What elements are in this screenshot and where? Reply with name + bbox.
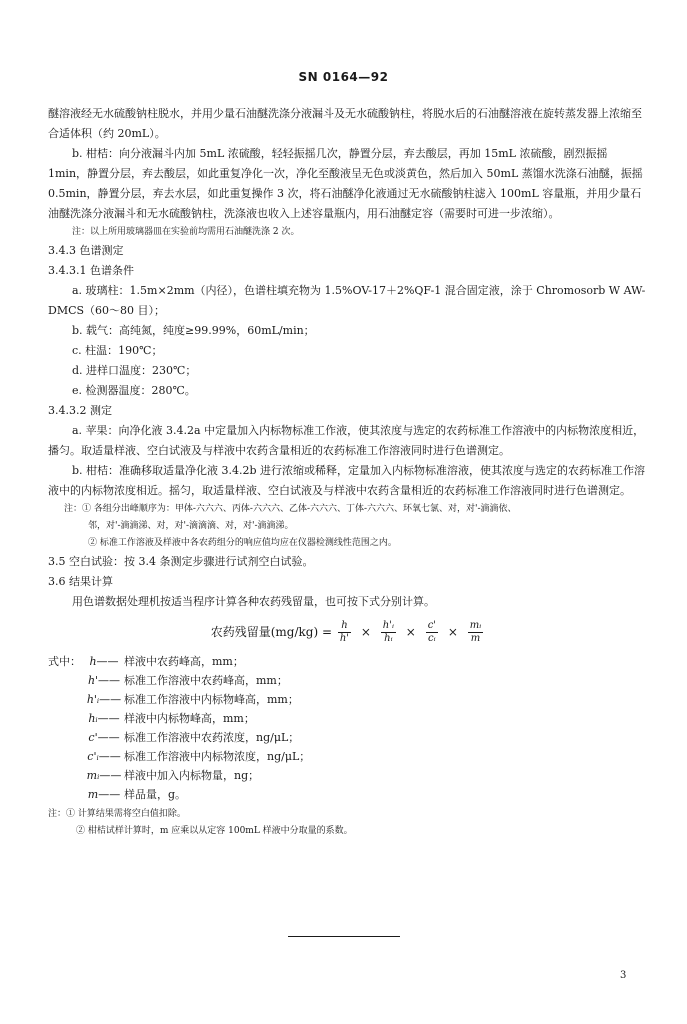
- times-sign: ×: [360, 625, 371, 639]
- fraction-h: [338, 620, 351, 645]
- document-body: [48, 104, 648, 840]
- variable-symbol: h'——: [87, 674, 121, 687]
- variable-description: 样品量，g。: [124, 788, 187, 801]
- condition-column: a. 玻璃柱：1.5m×2mm（内径），色谱柱填充物为 1.5%OV-17＋2%QF-1 混合固定液，涂于 Chromosorb W AW-DMCS（60～80 目）；: [48, 284, 646, 317]
- variable-row: [48, 785, 648, 804]
- variable-symbol: c'——: [88, 731, 120, 744]
- variable-symbol: c'ᵢ——: [87, 750, 121, 763]
- paragraph-citrus-cleanup: b. 柑桔：向分液漏斗内加 5mL 浓硫酸，轻轻振摇几次，静置分层，弃去酸层，再加 15mL 浓硫酸，剧烈振摇 1min，静置分层，弃去酸层，如此重复净化一次，净化至酸液呈无色或淡黄色，然后加入 50mL 蒸馏水洗涤石油醚，振摇 0.5min，静置分层，弃去水层，如此重复操作 3 次，将石油醚净化液通过无水硫酸钠柱滤入 100mL 容量瓶，并用少量石油醚洗涤分液漏斗和无水硫酸钠柱，洗涤液也收入上述容量瓶内，用石油醚定容（需要时可进一步浓缩）。: [48, 147, 643, 220]
- section-3-6: 3.6 结果计算: [48, 575, 113, 588]
- heading-3-4-3: 3.4.3 色谱测定: [48, 244, 124, 257]
- condition-detector-temp: e. 检测器温度：280℃。: [72, 384, 196, 397]
- measure-citrus: b. 柑桔：准确移取适量净化液 3.4.2b 进行浓缩或稀释，定量加入内标物标准溶液，使其浓度与选定的农药标准工作溶液中的内标物浓度相近。摇匀，取适量样液、空白试液及与样液中农药含量相近的农药标准工作溶液同时进行色谱测定。: [48, 464, 646, 497]
- variable-description: 样液中农药峰高，mm；: [124, 655, 244, 668]
- note-citrus-factor: ② 柑桔试样计算时，m 应乘以从定容 100mL 样液中分取量的系数。: [76, 826, 353, 836]
- variable-lead: [48, 785, 84, 804]
- times-sign: ×: [447, 625, 458, 639]
- variable-lead: [48, 671, 84, 690]
- variable-symbol: h——: [89, 655, 119, 668]
- measure-apple: a. 苹果：向净化液 3.4.2a 中定量加入内标物标准工作液，使其浓度与选定的农药标准工作溶液中的内标物浓度相近，播匀。取适量样液、空白试液及与样液中农药含量相近的农药标准工作溶液同时进行色谱测定。: [48, 424, 645, 457]
- residue-formula: [48, 618, 648, 646]
- heading-3-4-3-2: 3.4.3.2 测定: [48, 404, 112, 417]
- variable-description: 标准工作溶液中农药浓度，ng/μL；: [124, 731, 300, 744]
- heading-3-4-3-1: 3.4.3.1 色谱条件: [48, 264, 134, 277]
- page-number: 3: [620, 970, 627, 981]
- standard-header: SN 0164—92: [298, 70, 389, 84]
- fraction-m: [468, 620, 484, 645]
- variable-description: 标准工作溶液中内标物浓度，ng/μL；: [124, 750, 311, 763]
- formula-lhs: 农药残留量(mg/kg) =: [210, 625, 333, 639]
- note-calculation: [48, 806, 648, 840]
- fraction-hi: [381, 620, 396, 645]
- numerator: mᵢ: [469, 620, 482, 631]
- note-linear-range: ② 标准工作溶液及样液中各农药组分的响应值均应在仪器检测线性范围之内。: [88, 538, 397, 548]
- times-sign: ×: [405, 625, 416, 639]
- fraction-c: [426, 620, 438, 645]
- section-3-5: 3.5 空白试验：按 3.4 条测定步骤进行试剂空白试验。: [48, 555, 314, 568]
- variable-symbol: m——: [87, 788, 121, 801]
- variable-row: [48, 747, 648, 766]
- note-elution-order: [48, 501, 648, 552]
- denominator: m: [470, 633, 481, 644]
- denominator: hᵢ: [384, 633, 393, 644]
- variable-description: 样液中内标物峰高，mm；: [124, 712, 255, 725]
- variable-row: [48, 728, 648, 747]
- variable-lead: [48, 690, 84, 709]
- variable-lead: [48, 728, 84, 747]
- variable-lead: [48, 709, 84, 728]
- numerator: h: [338, 620, 351, 633]
- note-elution-line-2: 邻，对'-滴滴涕、对，对'-滴滴滴、对，对'-滴滴涕。: [88, 521, 294, 531]
- denominator: cᵢ: [428, 633, 436, 644]
- paragraph-apple-cleanup-end: 醚溶液经无水硫酸钠柱脱水，并用少量石油醚洗涤分液漏斗及无水硫酸钠柱，将脱水后的石油醚溶液在旋转蒸发器上浓缩至合适体积（约 20mL）。: [48, 107, 642, 140]
- condition-carrier-gas: b. 载气：高纯氮，纯度≥99.99%，60mL/min；: [72, 324, 315, 337]
- variable-description: 标准工作溶液中农药峰高，mm；: [124, 674, 288, 687]
- variable-row: [48, 709, 648, 728]
- numerator: h'ᵢ: [382, 620, 394, 631]
- denominator: h': [339, 633, 350, 644]
- variable-row: [48, 671, 648, 690]
- variable-lead: [48, 747, 84, 766]
- variable-symbol: h'ᵢ——: [86, 693, 122, 706]
- end-rule: [288, 936, 400, 937]
- note-glassware: 注：以上所用玻璃器皿在实验前均需用石油醚洗涤 2 次。: [72, 227, 300, 237]
- variable-description: 样液中加入内标物量，ng；: [124, 769, 260, 782]
- variable-row: [48, 766, 648, 785]
- note-blank-subtract: 注：① 计算结果需将空白值扣除。: [48, 809, 186, 819]
- variable-description: 标准工作溶液中内标物峰高，mm；: [124, 693, 299, 706]
- variable-lead: 式中：: [48, 655, 81, 668]
- variable-symbol: hᵢ——: [88, 712, 120, 725]
- numerator: c': [427, 620, 437, 631]
- condition-injector-temp: d. 进样口温度：230℃；: [72, 364, 197, 377]
- variable-symbol: mᵢ——: [86, 769, 122, 782]
- variable-row: [48, 652, 648, 671]
- variable-row: [48, 690, 648, 709]
- condition-column-temp: c. 柱温：190℃；: [72, 344, 163, 357]
- calc-intro: 用色谱数据处理机按适当程序计算各种农药残留量，也可按下式分别计算。: [72, 595, 435, 608]
- note-elution-line-1: 注：① 各组分出峰顺序为：甲体-六六六、丙体-六六六、乙体-六六六、丁体-六六六、环氧七氯、对，对'-滴滴依、: [64, 504, 517, 514]
- variable-lead: [48, 766, 84, 785]
- variable-definitions: [48, 652, 648, 804]
